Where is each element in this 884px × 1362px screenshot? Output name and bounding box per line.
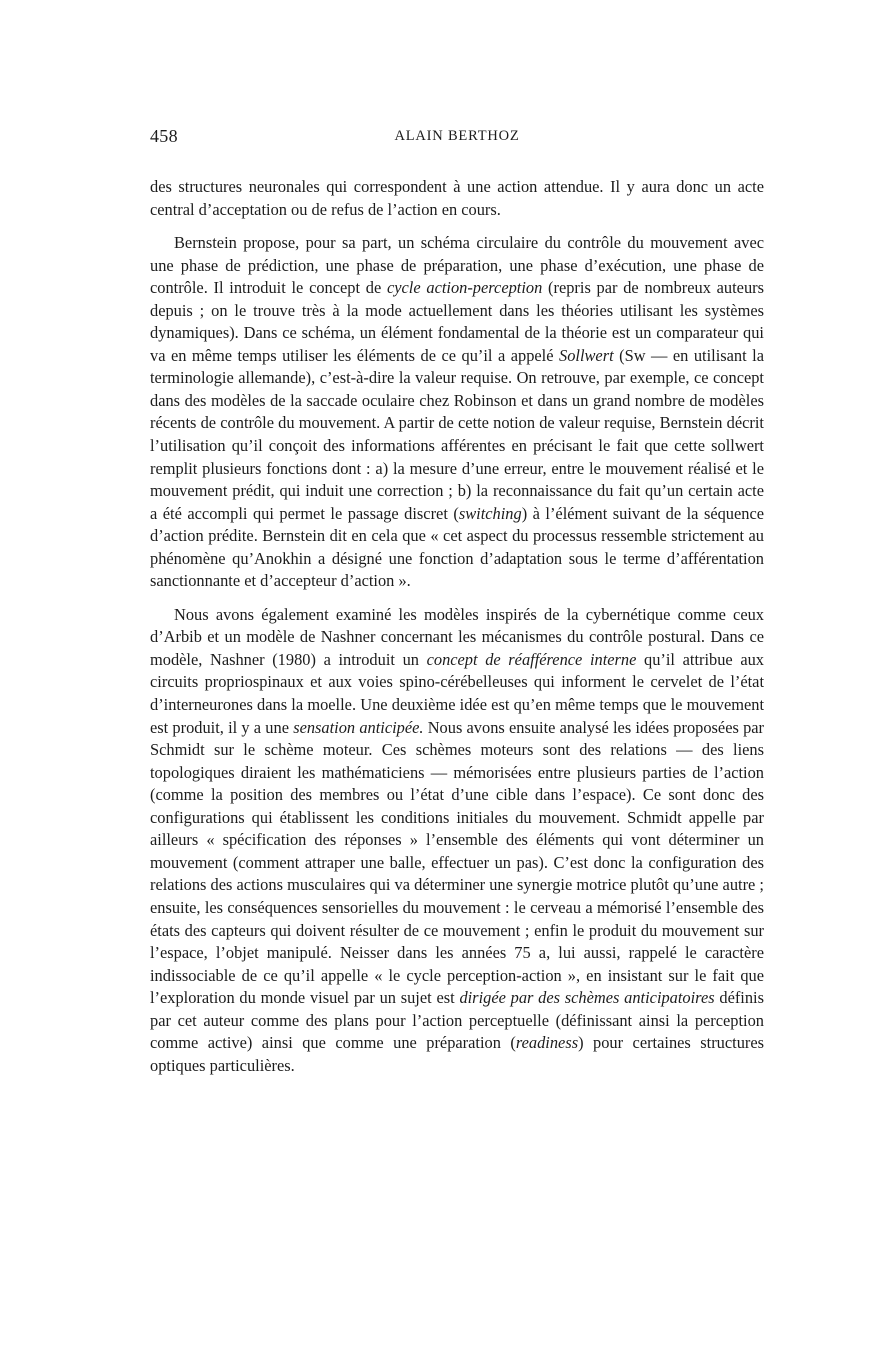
paragraph-3 xyxy=(150,604,764,1077)
text-run: ) à l’élément suivant de la séquence d’action prédite. Bernstein dit en cela que « cet aspect du processus ressemble strictement au phénomène qu’Anokhin a désigné une fonction d’adaptation sous le terme d’afférentation sanctionnante et d’accepteur d’action ». xyxy=(150,503,765,591)
italic-term: dirigée par des schèmes anticipatoires xyxy=(459,988,715,1008)
text-run: (Sw — en utilisant la terminologie allemande), c’est-à-dire la valeur requise. On retrouve, par exemple, ce concept dans des modèles de la saccade oculaire chez Robinson et dans un grand nombre de modèles récents de contrôle du mouvement. A partir de cette notion de valeur requise, Bernstein décrit l’utilisation qu’il conçoit des informations afférentes en précisant le fait que cette sollwert remplit plusieurs fonctions dont : a) la mesure d’une erreur, entre le mouvement réalisé et le mouvement prédit, qui induit une correction ; b) la reconnaissance du fait qu’un certain acte a été accompli qui permet le passage discret ( xyxy=(150,345,764,523)
italic-term: concept de réafférence interne xyxy=(426,649,637,669)
page-number: 458 xyxy=(150,126,178,146)
italic-term: sensation anticipée. xyxy=(293,717,424,737)
running-head xyxy=(150,126,764,150)
italic-term: cycle action-perception xyxy=(386,278,543,298)
text-run: qu’il attribue aux circuits propriospinaux et aux voies spino-cérébelleuses qui informent le cervelet de l’état d’interneurones dans la moelle. Une deuxième idée est qu’en même temps que le mouvement est produit, il y a une xyxy=(150,649,764,737)
text-run: (repris par de nombreux auteurs depuis ; on le trouve très à la mode actuellement dans les théories utilisant les systèmes dynamiques). Dans ce schéma, un élément fondamental de la théorie est un comparateur qui va en même temps utiliser les éléments de ce qu’il a appelé xyxy=(150,278,764,365)
italic-term: readiness xyxy=(515,1033,579,1053)
running-head-author: ALAIN BERTHOZ xyxy=(394,128,520,144)
text-run: des structures neuronales qui correspondent à une action attendue. Il y aura donc un acte central d’acceptation ou de refus de l’action en cours. xyxy=(150,177,764,219)
paragraph-1 xyxy=(150,176,764,221)
text-run: définis par cet auteur comme des plans pour l’action perceptuelle (définissant ainsi la perception comme active) ainsi que comme une préparation ( xyxy=(150,988,764,1053)
body-text xyxy=(150,176,764,1077)
text-run: Nous avons ensuite analysé les idées proposées par Schmidt sur le schème moteur. Ces schèmes moteurs sont des relations — des liens topologiques diraient les mathématiciens — mémorisées entre plusieurs parties de l’action (comme la position des membres ou l’état d’une cible dans l’espace). Ce sont donc des configurations qui établissent les conditions initiales du mouvement. Schmidt appelle par ailleurs « spécification des réponses » l’ensemble des éléments qui vont déterminer un mouvement (comment attraper une balle, effectuer un pas). C’est donc la configuration des relations des actions musculaires qui va déterminer une synergie motrice plutôt qu’une autre ; ensuite, les conséquences sensorielles du mouvement : le cerveau a mémorisé l’ensemble des états des capteurs qui doivent résulter de ce mouvement ; enfin le produit du mouvement sur l’espace, l’objet manipulé. Neisser dans les années 75 a, lui aussi, rappelé le caractère indissociable de ce qu’il appelle « le cycle perception-action », en insistant sur le fait que l’exploration du monde visuel par un sujet est xyxy=(150,717,764,1008)
text-run: Bernstein propose, pour sa part, un schéma circulaire du contrôle du mouvement avec une phase de prédiction, une phase de préparation, une phase d’exécution, une phase de contrôle. Il introduit le concept de xyxy=(150,233,764,298)
text-run: Nous avons également examiné les modèles inspirés de la cybernétique comme ceux d’Arbib et un modèle de Nashner concernant les mécanismes du contrôle postural. Dans ce modèle, Nashner (1980) a introduit un xyxy=(150,604,764,669)
paragraph-2 xyxy=(150,232,764,593)
italic-term: Sollwert xyxy=(559,345,614,365)
text-run: ) pour certaines structures optiques particulières. xyxy=(150,1033,764,1075)
italic-term: switching xyxy=(458,503,522,523)
